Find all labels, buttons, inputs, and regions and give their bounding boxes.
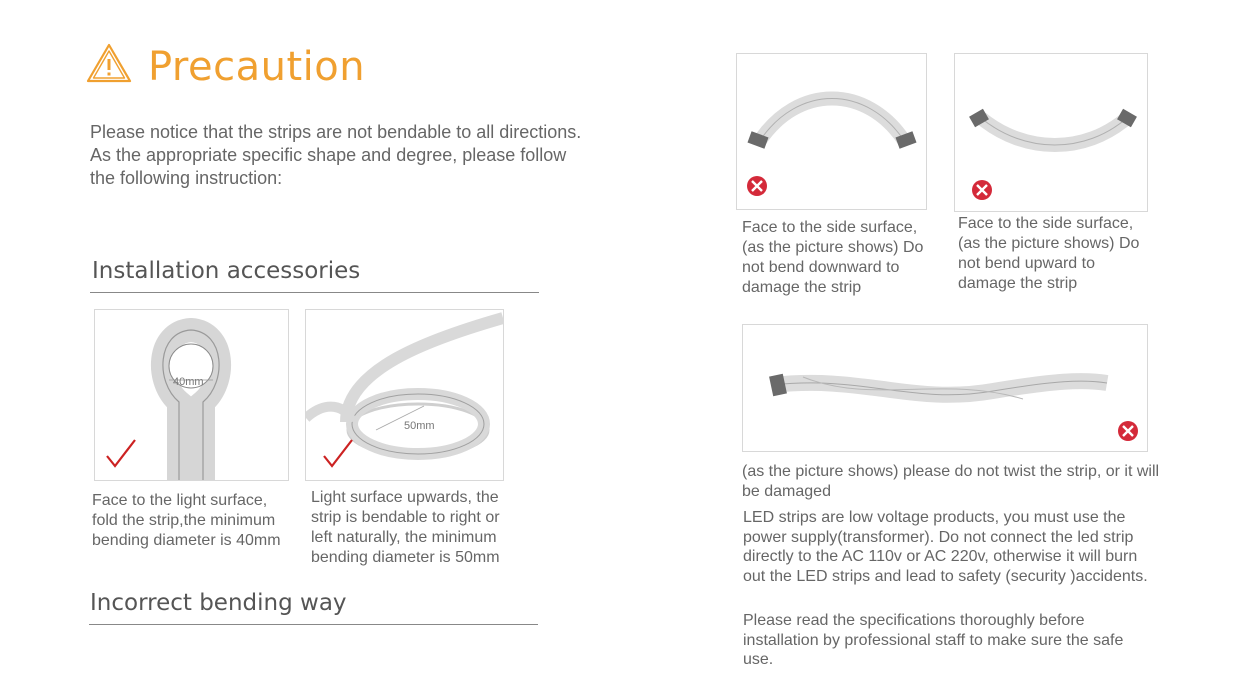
bend-down-figure bbox=[736, 53, 927, 210]
reading-paragraph: Please read the specifications thoroughly before installation by professional staff to make sure the safe use. bbox=[743, 612, 1124, 668]
bend-down-caption: Face to the side surface,(as the picture shows) Do not bend downward to damage the strip bbox=[742, 219, 924, 296]
twist-illustration bbox=[743, 325, 1147, 451]
twist-caption: (as the picture shows) please do not twist the strip, or it will be damaged bbox=[742, 463, 1160, 500]
fold-figure bbox=[94, 309, 289, 481]
loop-figure bbox=[305, 309, 504, 481]
safety-paragraph: LED strips are low voltage products, you must use the power supply(transformer). Do not connect the led strip directly to the AC 110v or AC 220v, otherwise it will burn out the LED strips and lead to safety (security )accidents. bbox=[743, 509, 1148, 585]
incorrect-divider bbox=[89, 624, 538, 625]
loop-diameter-label: 50mm bbox=[404, 420, 435, 432]
check-icon bbox=[324, 440, 352, 466]
check-icon bbox=[107, 440, 135, 466]
installation-divider bbox=[90, 292, 539, 293]
fold-diameter-label: 40mm bbox=[173, 376, 204, 388]
twist-figure bbox=[742, 324, 1148, 452]
fold-strip-illustration bbox=[95, 310, 288, 480]
bend-up-illustration bbox=[955, 54, 1147, 211]
installation-heading: Installation accessories bbox=[92, 258, 361, 284]
intro-text: Please notice that the strips are not bendable to all directions. As the appropriate specific shape and degree, please follow the following instruction: bbox=[90, 122, 582, 188]
incorrect-heading: Incorrect bending way bbox=[90, 590, 347, 616]
warning-icon bbox=[86, 42, 132, 84]
bend-down-illustration bbox=[737, 54, 926, 209]
fold-caption: Face to the light surface, fold the strip,the minimum bending diameter is 40mm bbox=[92, 492, 281, 549]
page-title: Precaution bbox=[148, 44, 366, 90]
bend-up-caption: Face to the side surface,(as the picture shows) Do not bend upward to damage the strip bbox=[958, 215, 1140, 292]
bend-up-figure bbox=[954, 53, 1148, 212]
loop-caption: Light surface upwards, the strip is bendable to right or left naturally, the minimum bending diameter is 50mm bbox=[311, 489, 500, 566]
loop-strip-illustration bbox=[306, 310, 503, 480]
